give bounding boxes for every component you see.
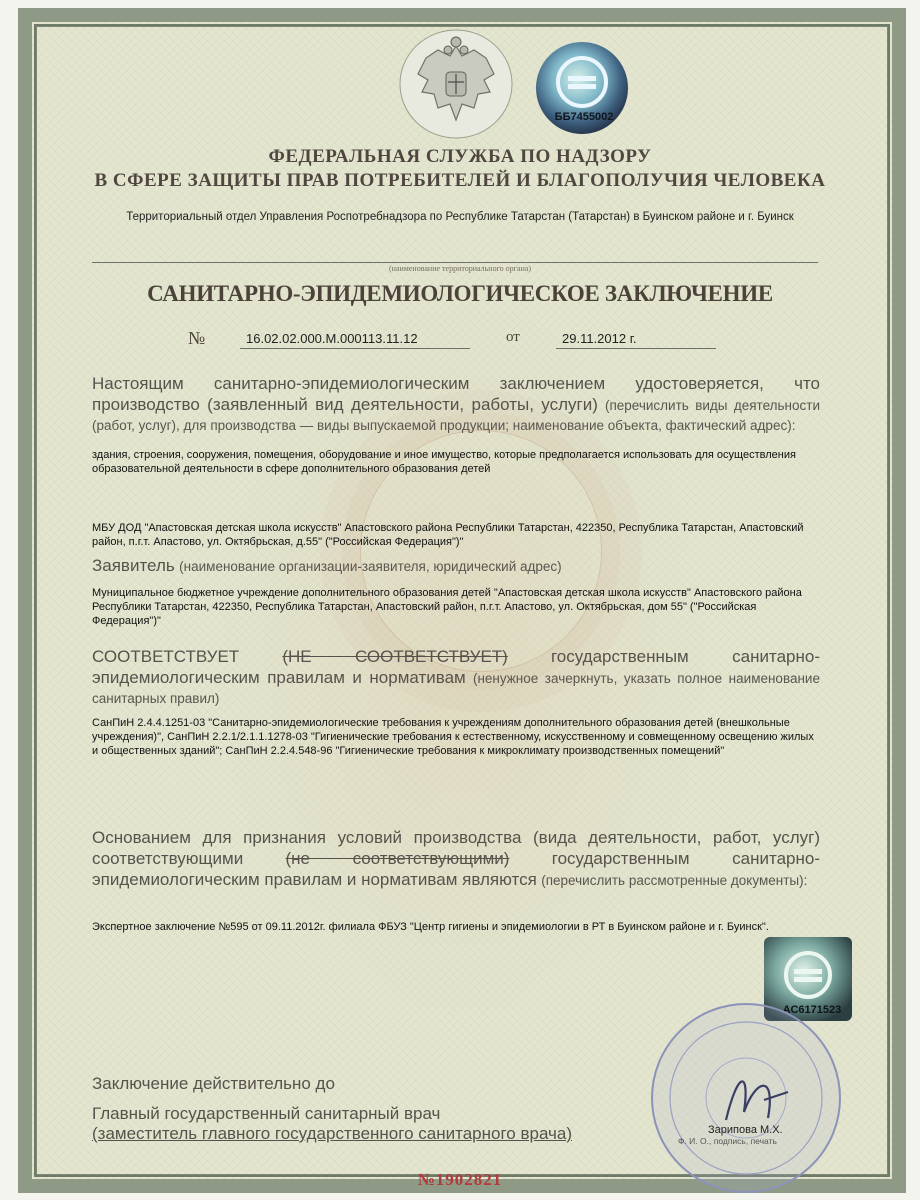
compliance-rest: государственным санитарно-эпидемиологическим правилам и нормативам (92, 647, 820, 687)
basis-struck: (не соответствующими) (285, 849, 510, 868)
agency-name-line2: В СФЕРЕ ЗАЩИТЫ ПРАВ ПОТРЕБИТЕЛЕЙ И БЛАГОПОЛУЧИЯ ЧЕЛОВЕКА (94, 170, 826, 191)
object-address: МБУ ДОД "Апастовская детская школа искусств" Апастовского района Республики Татарстан, 422350, Республика Татарстан, Апастовский район, п.г.т. Апастово, ул. Октябрьская, д.55" ("Российская Федерация")" (92, 522, 804, 548)
complies-word: СООТВЕТСТВУЕТ (92, 647, 240, 666)
agency-name-line1: ФЕДЕРАЛЬНАЯ СЛУЖБА ПО НАДЗОРУ (268, 146, 652, 167)
territorial-department: Территориальный отдел Управления Роспотребнадзора по Республике Татарстан (Татарстан) в Буинском районе и г. Буинск (126, 211, 794, 223)
basis-documents: Экспертное заключение №595 от 09.11.2012г. филиала ФБУЗ "Центр гигиены и эпидемиологии в РТ в Буинском районе и г. Буинск". (92, 921, 769, 933)
not-complies-word: (НЕ СООТВЕТСТВУЕТ) (282, 647, 508, 666)
department-caption: (наименование территориального органа) (389, 264, 531, 273)
hologram-sticker-top (534, 40, 630, 136)
intro-note: (перечислить виды деятельности (работ, услуг), для производства — виды выпускаемой продукции; наименование объекта, фактический адрес): (92, 398, 820, 433)
applicant-value: Муниципальное бюджетное учреждение дополнительного образования детей "Апастовская детская школа искусств" Апастовского района Республики Татарстан, 422350, Республика Татарстан, Апастовский район, п.г.т. Апастово, ул. Октябрьская, дом 55" ("Российская Федерация")" (92, 587, 802, 627)
compliance-paragraph (92, 647, 820, 709)
signatory-name: Зарипова М.Х. (708, 1124, 783, 1136)
department-underline (92, 262, 818, 263)
applicant-label: Заявитель (92, 556, 175, 575)
validity-label: Заключение действительно до (92, 1074, 335, 1093)
date-from-label: от (506, 329, 520, 345)
basis-paragraph (92, 828, 820, 891)
basis-part2: государственным санитарно-эпидемиологическим правилам и нормативам являются (92, 849, 820, 889)
signatory-deputy-title: (заместитель главного государственного санитарного врача) (92, 1124, 572, 1143)
number-underline (240, 348, 470, 349)
intro-paragraph (92, 374, 820, 436)
applicant-heading (92, 556, 562, 576)
activity-description: здания, строения, сооружения, помещения, оборудование и иное имущество, которые предполагается использовать для осуществления образовательной деятельности в сфере дополнительного образования детей (92, 449, 796, 475)
number-symbol: № (188, 328, 206, 348)
compliance-note: (ненужное зачеркнуть, указать полное наименование санитарных правил) (92, 671, 820, 706)
signatory-title: Главный государственный санитарный врач (92, 1104, 441, 1123)
coat-of-arms-emblem (398, 28, 514, 140)
certificate-date: 29.11.2012 г. (562, 331, 637, 346)
hologram-bottom-code: АС6171523 (782, 1004, 842, 1016)
sanitary-rules: СанПиН 2.4.4.1251-03 "Санитарно-эпидемиологические требования к учреждениям дополнительного образования детей (внешкольные учреждения)", СанПиН 2.2.1/2.1.1.1278-03 "Гигиенические требования к естественному, искусственному и совмещенному освещению жилых и общественных зданий"; СанПиН 2.2.4.548-96 "Гигиенические требования к микроклимату производственных помещений" (92, 717, 814, 757)
basis-note: (перечислить рассмотренные документы): (541, 873, 808, 888)
applicant-caption: (наименование организации-заявителя, юридический адрес) (179, 559, 562, 574)
hologram-top-code: ББ7455002 (554, 111, 614, 123)
intro-main: Настоящим санитарно-эпидемиологическим заключением удостоверяется, что производство (заявленный вид деятельности, работы, услуги) (92, 374, 820, 414)
date-underline (556, 348, 716, 349)
document-title: САНИТАРНО-ЭПИДЕМИОЛОГИЧЕСКОЕ ЗАКЛЮЧЕНИЕ (147, 281, 773, 306)
signature-caption: Ф. И. О., подпись, печать (678, 1136, 777, 1146)
form-serial-number: №1902821 (417, 1170, 503, 1189)
certificate-number: 16.02.02.000.М.000113.11.12 (246, 331, 418, 346)
official-stamp (646, 1000, 846, 1196)
basis-part1: Основанием для признания условий производства (вида деятельности, работ, услуг) соответствующими (92, 828, 820, 868)
